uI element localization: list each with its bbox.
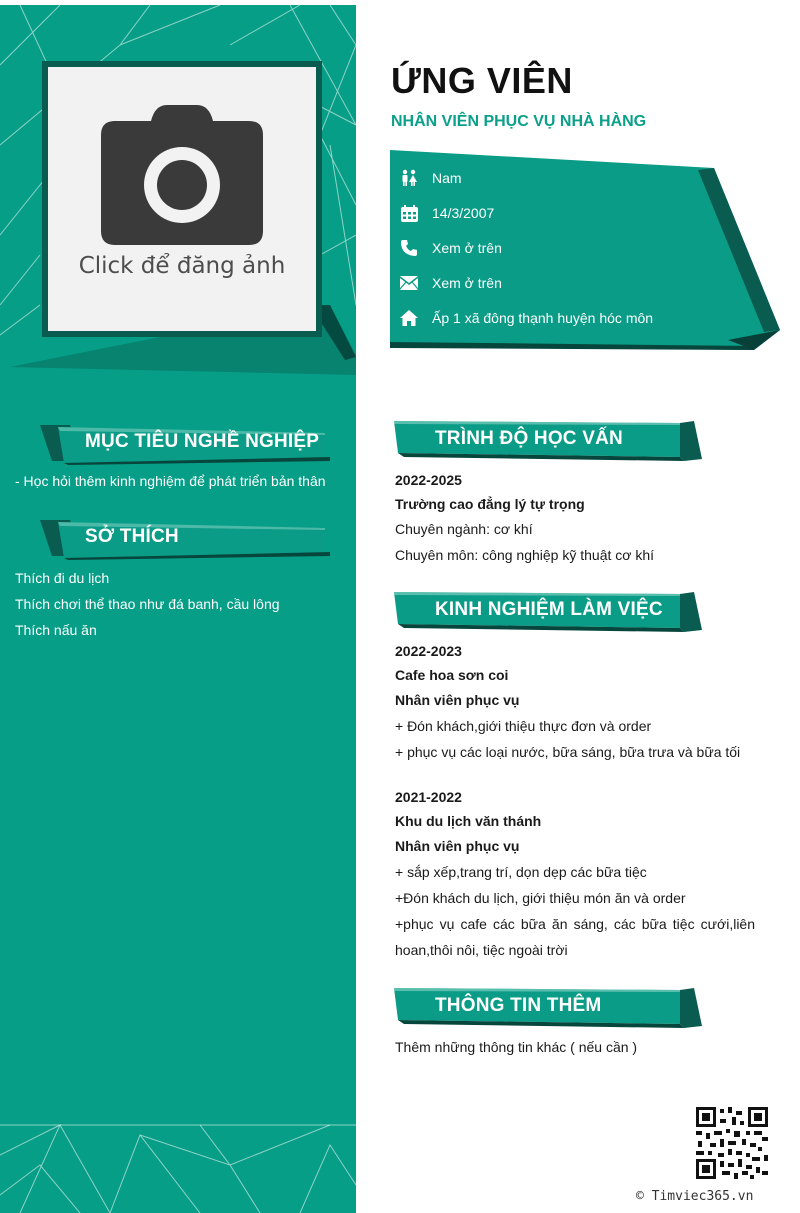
education-title: TRÌNH ĐỘ HỌC VẤN [435,428,623,449]
qr-code-icon [696,1107,768,1179]
job-position: Nhân viên phục vụ [395,692,520,708]
gender-value: Nam [432,170,462,186]
education-major: Chuyên ngành: cơ khí [395,521,533,537]
envelope-icon [398,272,420,294]
job-position: Nhân viên phục vụ [395,838,520,854]
job-duty: + phục vụ các loại nước, bữa sáng, bữa trưa và bữa tối [395,744,741,760]
phone-icon [398,237,420,259]
education-school: Trường cao đẳng lý tự trọng [395,496,585,512]
contact-address [398,303,653,333]
education-specialty: Chuyên môn: công nghiệp kỹ thuật cơ khí [395,547,654,563]
education-heading [394,421,704,463]
avatar-upload[interactable] [48,67,316,331]
extra-title: THÔNG TIN THÊM [435,995,602,1016]
phone-value: Xem ở trên [432,240,502,256]
job-duty: +Đón khách du lịch, giới thiệu món ăn và order [395,890,686,906]
hobby-item: Thích đi du lịch [15,570,110,586]
education-period: 2022-2025 [395,472,462,488]
birthday-value: 14/3/2007 [432,205,495,221]
job-duty: + Đón khách,giới thiệu thực đơn và order [395,718,652,734]
contact-email [398,268,502,298]
gender-icon [398,167,420,189]
contact-gender [398,163,462,193]
hobby-item: Thích chơi thể thao như đá banh, cầu lông [15,596,280,612]
extra-text: Thêm những thông tin khác ( nếu cần ) [395,1039,638,1055]
job-period: 2021-2022 [395,789,462,805]
experience-heading [394,592,704,634]
extra-heading [394,988,704,1030]
camera-icon [101,105,263,245]
address-value: Ấp 1 xã đông thạnh huyện hóc môn [432,310,654,326]
objective-title: MỤC TIÊU NGHỀ NGHIỆP [85,431,320,452]
hobbies-title: SỞ THÍCH [85,526,179,547]
experience-title: KINH NGHIỆM LÀM VIỆC [435,599,663,620]
contact-birthday [398,198,494,228]
job-company: Khu du lịch văn thánh [395,813,542,829]
avatar-frame [42,61,322,337]
hobby-item: Thích nấu ăn [15,622,97,638]
hobbies-heading [40,518,330,558]
objective-heading [40,423,330,463]
candidate-name: ỨNG VIÊN [391,60,573,101]
avatar-upload-label: Click để đăng ảnh [78,253,286,279]
job-title: NHÂN VIÊN PHỤC VỤ NHÀ HÀNG [391,113,647,130]
job-company: Cafe hoa sơn coi [395,667,509,683]
objective-text: - Học hỏi thêm kinh nghiệm để phát triển bản thân [15,473,326,489]
job-duty: + sắp xếp,trang trí, dọn dẹp các bữa tiệc [395,864,647,880]
contact-phone [398,233,502,263]
copyright-text: © Timviec365.vn [636,1189,754,1204]
heading-ribbon-decoration [40,518,330,560]
job-duty: +phục vụ cafe các bữa ăn sáng, các bữa tiệc cưới,liên hoan,thôi nôi, tiệc ngoài trời [395,916,755,958]
email-value: Xem ở trên [432,275,502,291]
calendar-icon [398,202,420,224]
home-icon [398,307,420,329]
job-period: 2022-2023 [395,643,462,659]
